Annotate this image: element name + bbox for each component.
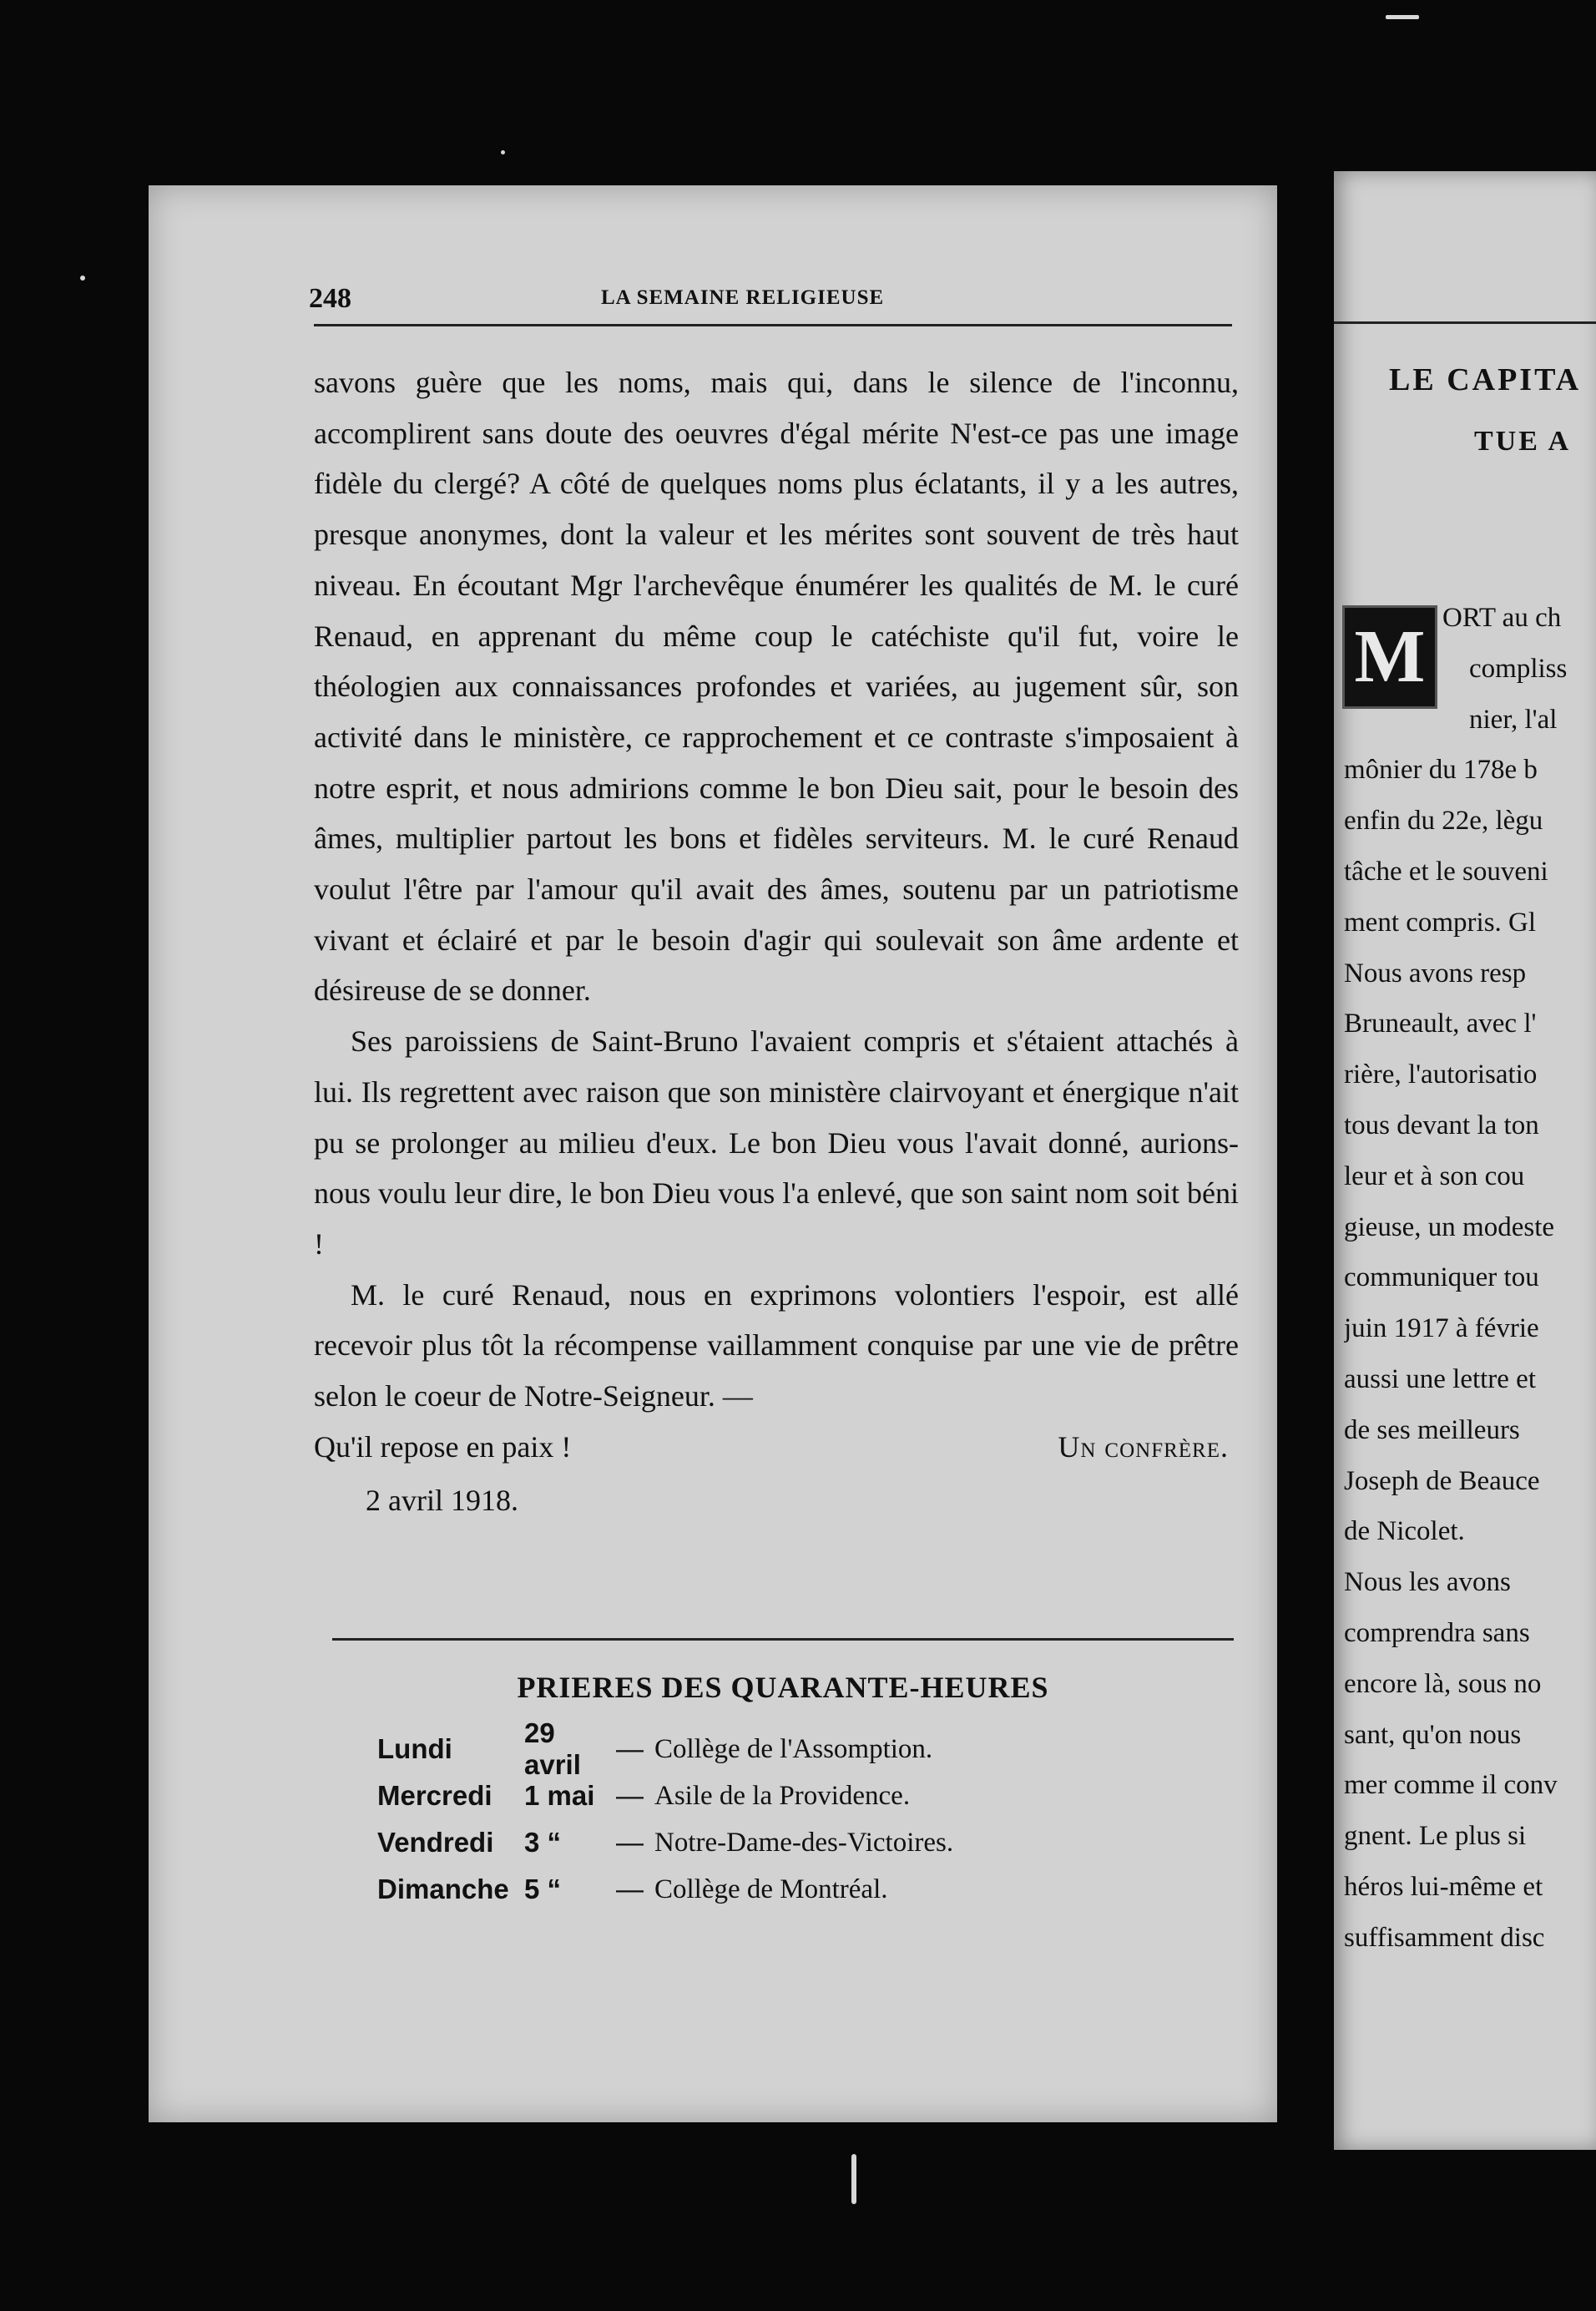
schedule-table [377, 1717, 954, 1913]
text-line: mer comme il conv [1344, 1770, 1558, 1801]
schedule-day: Vendredi [377, 1827, 494, 1858]
scan-speck [1386, 15, 1419, 19]
text-line: Joseph de Beauce [1344, 1465, 1540, 1496]
text-line: enfin du 22e, lègu [1344, 806, 1543, 837]
dateline: 2 avril 1918. [366, 1484, 518, 1518]
left-page [149, 185, 1277, 2122]
article-title: LE CAPITA [1389, 362, 1582, 397]
text-line: ORT au ch [1442, 603, 1562, 633]
schedule-dash: — [616, 1733, 644, 1764]
text-line: gieuse, un modeste [1344, 1211, 1555, 1242]
schedule-dash: — [616, 1827, 644, 1858]
text-line: ment compris. Gl [1344, 907, 1537, 938]
text-line: encore là, sous no [1344, 1668, 1542, 1699]
text-line: leur et à son cou [1344, 1161, 1525, 1191]
schedule-day: Mercredi [377, 1780, 492, 1811]
article-subtitle: TUE A [1474, 426, 1572, 457]
schedule-place: Notre-Dame-des-Victoires. [654, 1827, 954, 1858]
schedule-place: Collège de l'Assomption. [654, 1733, 933, 1764]
schedule-dash: — [616, 1874, 644, 1904]
text-line: compliss [1469, 653, 1568, 684]
right-page [1334, 171, 1596, 2150]
text-line: Nous les avons [1344, 1567, 1511, 1598]
schedule-row [377, 1866, 953, 1913]
schedule-row [377, 1819, 953, 1866]
header-rule [314, 324, 1232, 326]
text-line: gnent. Le plus si [1344, 1821, 1527, 1852]
schedule-place: Collège de Montréal. [654, 1874, 888, 1904]
schedule-row [377, 1772, 953, 1819]
schedule-date: 29 avril [524, 1717, 581, 1780]
text-line: communiquer tou [1344, 1262, 1539, 1293]
page-number: 248 [309, 283, 351, 314]
header-rule [1334, 321, 1596, 324]
page-header [309, 275, 1235, 325]
closing-text: Qu'il repose en paix ! [314, 1429, 572, 1464]
text-line: aussi une lettre et [1344, 1363, 1537, 1394]
schedule-day: Lundi [377, 1733, 452, 1764]
signoff-line [314, 1422, 1239, 1473]
text-line: Nous avons resp [1344, 958, 1527, 989]
running-title: LA SEMAINE RELIGIEUSE [601, 286, 885, 309]
text-line: nier, l'al [1469, 704, 1558, 735]
drop-cap-letter: M [1354, 615, 1426, 698]
schedule-date: 5 “ [524, 1874, 562, 1904]
schedule-row [377, 1717, 953, 1780]
text-line: juin 1917 à févrie [1344, 1313, 1539, 1344]
author-signature: Un confrère. [1058, 1429, 1229, 1464]
text-line: de ses meilleurs [1344, 1414, 1520, 1445]
text-line: rière, l'autorisatio [1344, 1059, 1538, 1090]
text-line: mônier du 178e b [1344, 755, 1538, 786]
text-line: suffisamment disc [1344, 1922, 1545, 1953]
section-divider [332, 1638, 1234, 1641]
article-body [314, 357, 1239, 1526]
schedule-place: Asile de la Providence. [654, 1780, 911, 1811]
text-line: héros lui-même et [1344, 1871, 1543, 1902]
scan-speck [80, 276, 85, 281]
section-title: PRIERES DES QUARANTE-HEURES [517, 1671, 1049, 1704]
text-line: tous devant la ton [1344, 1110, 1539, 1140]
text-line: tâche et le souveni [1344, 856, 1548, 887]
schedule-date: 1 mai [524, 1780, 595, 1811]
paragraph: savons guère que les noms, mais qui, dans le silence de l'inconnu, accomplirent sans doute des oeuvres d'égal mérite N'est-ce pas une image fidèle du clergé? A côté de quelques noms plus éclatants, il y a les autres, presque anonymes, dont la valeur et les mérites sont souvent de très haut niveau. En écoutant Mgr l'archevêque énumérer les qualités de M. le curé Renaud, en apprenant du même coup le catéchiste qu'il fut, voire le théologien aux connaissances profondes et variées, au jugement sûr, son activité dans le ministère, ce rapprochement et ce contraste s'imposaient à notre esprit, et nous admirions comme le bon Dieu sait, pour le besoin des âmes, multiplier partout les bons et fidèles serviteurs. M. le curé Renaud voulut l'être par l'amour qu'il avait des âmes, soutenu par un patriotisme vivant et éclairé et par le besoin d'agir qui soulevait son âme ardente et désireuse de se donner. [314, 366, 1239, 1008]
text-line: comprendra sans [1344, 1617, 1530, 1648]
schedule-day: Dimanche [377, 1874, 509, 1904]
text-line: sant, qu'on nous [1344, 1719, 1522, 1750]
scan-speck [501, 150, 505, 154]
paragraph: Ses paroissiens de Saint-Bruno l'avaient compris et s'étaient attachés à lui. Ils regrettent avec raison que son ministère clairvoyant et énergique n'ait pu se prolonger au milieu d'eux. Le bon Dieu vous l'avait donné, aurions-nous voulu leur dire, le bon Dieu vous l'a enlevé, que son saint nom soit béni ! [314, 1024, 1239, 1261]
right-article-body [1344, 593, 1596, 1964]
paragraph: M. le curé Renaud, nous en exprimons volontiers l'espoir, est allé recevoir plus tôt la récompense vaillamment conquise par une vie de prêtre selon le coeur de Notre-Seigneur. — [314, 1277, 1239, 1413]
schedule-date: 3 “ [524, 1827, 562, 1858]
scan-speck [851, 2154, 856, 2204]
text-line: Bruneault, avec l' [1344, 1009, 1537, 1039]
schedule-dash: — [616, 1780, 644, 1811]
text-line: de Nicolet. [1344, 1516, 1465, 1547]
